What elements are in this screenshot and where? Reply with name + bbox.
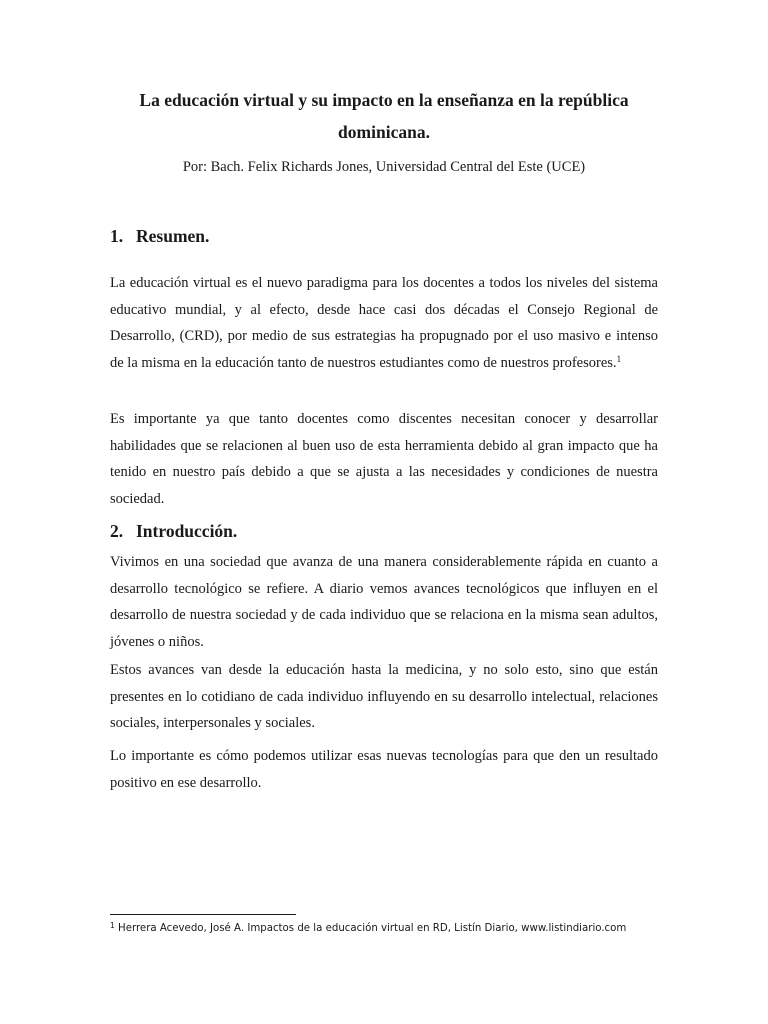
paragraph [110,270,658,376]
footnote-text: Herrera Acevedo, José A. Impactos de la educación virtual en RD, Listín Diario, www.listindiario.com [118,923,627,934]
section-title: Resumen. [136,226,210,246]
section-number: 2. [110,521,124,541]
section-number: 1. [110,226,124,246]
author-line: Por: Bach. Felix Richards Jones, Universidad Central del Este (UCE) [182,159,586,175]
paragraph: Lo importante es cómo podemos utilizar esas nuevas tecnologías para que den un resultado positivo en ese desarrollo. [110,748,658,791]
paragraph-text: La educación virtual es el nuevo paradigma para los docentes a todos los niveles del sistema educativo mundial, y al efecto, desde hace casi dos décadas el Consejo Regional de Desarrollo, (CRD), por medio de sus estrategias ha propugnado por el uso masivo e intenso de la misma en la educación tanto de nuestros estudiantes como de nuestros profesores. [110,275,658,371]
section-heading-introduccion [110,519,658,543]
footnote-mark: 1 [110,921,115,930]
footnote-reference[interactable]: 1 [616,354,622,365]
section-heading-resumen [110,224,658,248]
section-title: Introducción. [136,521,238,541]
document-title: La educación virtual y su impacto en la enseñanza en la república dominicana. [139,90,629,142]
footnote [110,921,670,937]
paragraph: Es importante ya que tanto docentes como discentes necesitan conocer y desarrollar habilidades que se relacionen al buen uso de esta herramienta debido al gran impacto que ha tenido en nuestro país debido a que se ajusta a las necesidades y condiciones de nuestra sociedad. [110,411,658,507]
paragraph: Vivimos en una sociedad que avanza de una manera considerablemente rápida en cuanto a desarrollo tecnológico se refiere. A diario vemos avances tecnológicos que influyen en el desarrollo de nuestra sociedad y de cada individuo que se relaciona en la misma sean adultos, jóvenes o niños. [110,554,658,650]
paragraph: Estos avances van desde la educación hasta la medicina, y no solo esto, sino que están presentes en lo cotidiano de cada individuo influyendo en su desarrollo intelectual, relaciones sociales, interpersonales y sociales. [110,662,658,731]
footnote-divider [110,914,296,915]
